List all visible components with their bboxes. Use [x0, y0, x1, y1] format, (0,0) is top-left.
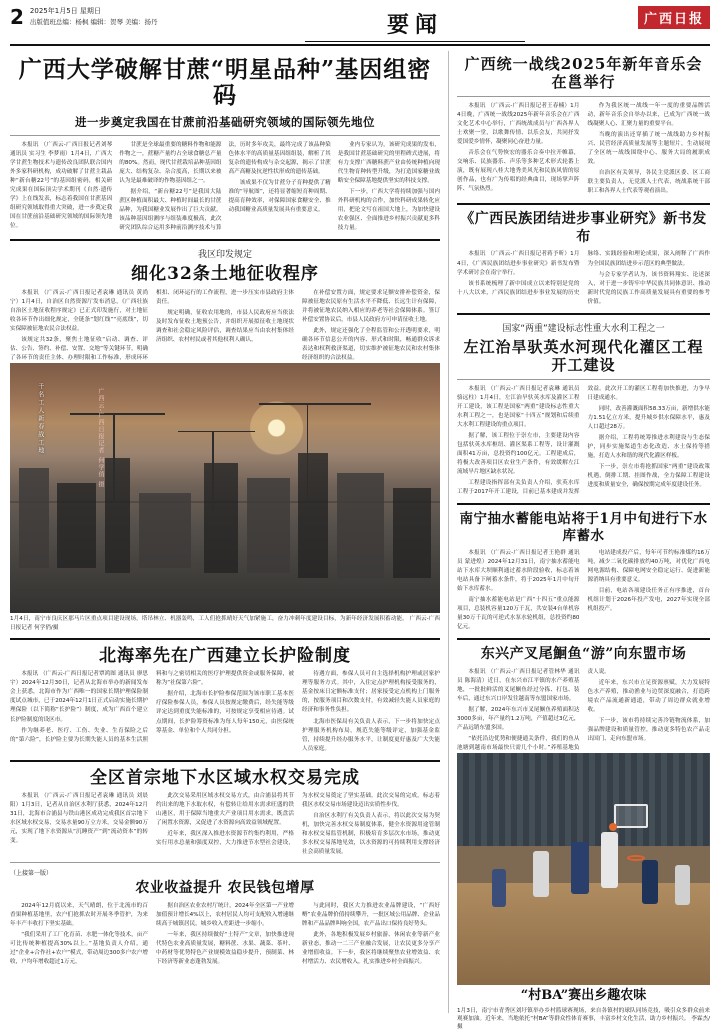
right-column	[448, 51, 710, 1031]
paragraph: 同时，改善灌溉面积58.33万亩，新增供水能力1.51亿立方米，提升城乡供水保障水平，惠及人口超过28万。	[587, 405, 710, 430]
lead-subhead: 进一步奠定我国在甘蔗前沿基础研究领域的国际领先地位	[75, 114, 375, 129]
paragraph: 该规定共32条，聚焦土地征收“启动、调查、评估、公告、签约、补偿、安置、交地”等关键环节，明确了各环节的责任主体、办理时限和工作标准，形成环环相扣、闭环运行的工作流程，进一步压实市县政府主体责任。	[10, 289, 294, 362]
paragraph: 本报讯 （广西云-广西日报记者袁琳 通讯员 黄尚宁）1月4日，自治区自然资源厅发布消息，《广西壮族自治区土地征收程序规定》已正式印发施行，对土地征收各环节作出细化规定，全链条“划红线”“亮底线”，切实保障被征地农民合法权益。	[10, 289, 148, 332]
paragraph: 据介绍，“新台糖22号”是我国大陆蔗区种植面积最大、种植时间最长的甘蔗品种，为我国糖业发展作出了巨大贡献。该品种基因组测序与组装难度极高，此次研究团队综合运用多种前沿测序技术与算法，历时多年攻关，最终完成了该品种染色体水平的高质量基因组组装，解析了其复杂的遗传构成与杂交起源，揭示了甘蔗高产高糖及抗逆性状形成的遗传基础。	[119, 141, 331, 232]
basketball-photo-caption: 1月3日，南宁市青秀区刘圩镇举办乡村篮球赛现场，来自各镇村的球队同场竞技，吸引众多群众前来观赛加油。近年来，当地依托“村BA”等群众性体育赛事，丰富乡村文化生活，助力乡村振兴。 李霖杰/摄	[457, 1007, 710, 1031]
construction-photo-caption: 1月4日，南宁市良庆区那马片区重点项目建设现场，塔吊林立、机器轰鸣，工人们抢抓晴好天气加紧施工，奋力冲刺年度建设目标，为新年经济发展积蓄动能。 广西云-广西日报记者 何学俏/摄	[10, 616, 440, 631]
paragraph: 待遇方面，参保人员可自主选择机构护理或居家护理等服务方式。其中，入住定点护理机构接受服务的，基金按床日定额标准支付；居家接受定点机构上门服务的，按服务项目和次数支付，有效减轻失能人员家庭的经济和事务性负担。	[302, 671, 440, 714]
divider	[10, 760, 440, 762]
section-underline	[305, 41, 525, 42]
masthead-meta	[30, 6, 158, 28]
paragraph: 据介绍，工程将统筹推进水利建设与生态保护，同步实施渠道生态化改造、水土保持等措施，打造人水和谐的现代化灌区样板。	[587, 434, 710, 460]
paragraph: “依托沿边优势和便捷通关条件，我们的鱼从池塘到越南市场最快只需几个小时。”养殖基地负责人说。	[457, 668, 610, 752]
book-story-headline: 《广西民族团结进步事业研究》新书发布	[460, 211, 707, 245]
paragraph: 据介绍，北海市长护险参保范围为该市职工基本医疗保险参保人员，参保人员按规定缴费后，经失能等级评定达到重度失能标准的，可按规定享受相应待遇。试点期间，长护险筹资标准为每人每年150元，由医保统筹基金、单位和个人共同分担。	[156, 691, 294, 734]
paragraph: 目前，电站各项建设任务正有序推进，首台机组计划于2026年投产发电，2027年实现全部机组投产。	[587, 588, 710, 613]
divider	[10, 239, 440, 241]
section-title: 要闻	[386, 12, 443, 38]
paragraph: 自治区水利厅有关负责人表示，将以此次交易为契机，加快完善水权交易制度体系，健全水资源用途管制和水权交易监管机制，积极培育多层次水市场，推动更多水权交易落地见效，以水资源的可持续利用支撑经济社会高质量发展。	[302, 813, 440, 856]
left-column	[10, 51, 440, 1013]
masthead-left	[10, 6, 270, 28]
lead-body	[10, 141, 440, 233]
paragraph: 下一步，该市将持续完善冷链物流体系，加强品牌建设和质量管控，推动更多特色农产品走出国门、走向东盟市场。	[587, 718, 710, 743]
paragraph: 下一步，崇左市将抢抓国家“两重”建设政策机遇，倒排工期、挂图作战，全力保障工程建设进度和质量安全，确保按期完成年度建设任务。	[587, 464, 710, 489]
paragraph: 本报讯 （广西云-广西日报记者蒋予昕）1月4日，《广西民族团结进步事业研究》新书发布暨学术研讨会在南宁举行。	[457, 251, 580, 276]
divider	[457, 638, 710, 640]
paragraph: 据了解，2024年东兴市叉尾鮰鱼养殖面积达3000多亩，年产量约1.2万吨，产值超过3亿元，产品远销东盟多国。	[457, 707, 580, 732]
land-story-headline: 细化32条土地征收程序	[131, 264, 319, 285]
divider	[10, 638, 440, 640]
paragraph: 此次交易采用区域水权交易方式，由合浦县将其节约出来的地下水取水权，有偿转让给用水需求旺盛的铁山港区，用于保障当地重大产业项目用水需求，既盘活了闲置水资源，又促进了水资源向高效益领域配置。	[156, 793, 294, 827]
paragraph: 工程建设指挥部有关负责人介绍，驮英水库工程于2017年开工建设，目前已基本建成并发挥效益。此次开工的灌区工程将加快推进，力争早日建成通水。	[457, 385, 710, 496]
paragraph: 作为继养老、医疗、工伤、失业、生育保险之后的“第六险”，长护险主要为长期失能人员的基本生活照料和与之密切相关的医疗护理提供资金或服务保障，被称为“社保第六险”。	[10, 671, 294, 743]
land-story-body	[10, 289, 440, 363]
paragraph: 规定明确，征收农用地的，市县人民政府应当依法及时发布征收土地预公告，并组织开展拟征收土地现状调查和社会稳定风险评估，调查结果应当由农村集体经济组织、农村村民或者其他权利人确认。	[156, 309, 294, 343]
paragraph: 近年来，东兴市立足资源禀赋，大力发展特色水产养殖，推动渔业与边贸深度融合，打造跨境农产品流通新通道，带动了周边群众就业增收。	[587, 680, 710, 714]
paragraph: “我们采用了工厂化育苗、水肥一体化等技术，亩产可比传统种植提高30%以上。”基地负责人介绍，通过“企业+合作社+农户”模式，带动周边300多户农户增收，户均年增收超过1万元。	[10, 932, 148, 966]
pumped-story-headline: 南宁抽水蓄能电站将于1月中旬进行下水库蓄水	[459, 511, 708, 545]
beihai-story-body	[10, 670, 440, 753]
agri-story-body	[10, 902, 440, 969]
irrigation-story-body	[457, 385, 710, 498]
paragraph: 本报讯 （广西云-广西日报记者王春楠）1月4日晚，广西统一战线2025年新年音乐会在广西文化艺术中心举行，广西统战成员与广西各界人士欢聚一堂，以歌舞传情、以乐会友，共同抒发爱国爱乡情怀，凝聚同心奋进力量。	[457, 103, 580, 146]
paragraph: 据自治区农业农村厅统计，2024年全区第一产业增加值预计增长4%以上，农村居民人均可支配收入增速继续高于城镇居民，城乡收入差距进一步缩小。	[156, 902, 294, 928]
divider	[457, 379, 710, 380]
paragraph: 北海市医保局有关负责人表示，下一步将加快定点护理服务机构布局，规范失能等级评定，加强基金监管，持续提升经办服务水平，让制度更好惠及广大失能人员家庭。	[302, 718, 440, 752]
section-header	[270, 8, 560, 42]
book-story-body	[457, 250, 710, 306]
irrigation-story-headline: 左江治旱驮英水河现代化灌区工程开工建设	[463, 337, 704, 374]
page-content	[10, 51, 710, 1031]
beihai-story-headline: 北海率先在广西建立长护险制度	[99, 645, 351, 666]
photo-overlay-credit: 广西云-广西日报记者 何学俏 摄	[97, 388, 104, 489]
paragraph: 业内专家认为，该研究成果的发布，是我国甘蔗基础研究的里程碑式进展，将有力支撑广西糖料蔗产业由传统种植向现代生物育种转型升级，为打造国家糖业战略安全保障基地提供坚实的科技支撑。	[337, 141, 440, 185]
basketball-icon	[609, 823, 617, 831]
paragraph: 与此同时，我区大力推进农业品牌建设，“广西好嘢”农业品牌价值持续攀升，一批区域公用品牌、企业品牌和产品品牌叫响全国，农产品出口保持良好势头。	[302, 902, 440, 928]
basketball-photo-title: “村BA”赛出乡趣农味	[520, 988, 647, 1004]
paragraph: 本报讯 （广西云-广西日报记者袁琳 通讯员 刘晨阳）1月3日，记者从自治区水利厅获悉，2024年12月31日，北海市合浦县与铁山港区成功完成我区首宗地下水区域水权交易，交易水量90万立方米，交易金额90万元，实现了地下水资源从“沉睡资产”到“流动资本”的转变。	[10, 793, 148, 845]
paragraph: 自治区有关领导，各民主党派区委、区工商联主要负责人，无党派人士代表，统战系统干部职工和各界人士代表等观看演出。	[587, 170, 710, 195]
paragraph: 本报讯 （广西云-广西日报记者王艳群 通讯员 蒙进煌）2024年12月31日，南宁抽水蓄能电站下水库大坝顺利通过蓄水阶段验收，标志着该电站具备下闸蓄水条件，将于2025年1月中旬开始下水库蓄水。	[457, 550, 580, 593]
publication-date: 2025年1月5日 星期日	[29, 7, 101, 15]
paragraph: 该成果不仅为甘蔗分子育种提供了精准的“导航图”，还将显著缩短育种周期、提高育种效率，对保障国家食糖安全、推动我国糖业高质量发展具有重要意义。	[228, 180, 331, 214]
photo-overlay-text: 千名工人新春战工地	[36, 383, 44, 456]
paragraph: 此外，规定还强化了全程监管和公开透明要求，明确各环节信息公开的内容、形式和时限，畅通群众诉求表达和权利救济渠道，切实维护被征地农民和农村集体经济组织的合法权益。	[302, 327, 440, 362]
concert-story-body	[457, 102, 710, 197]
paragraph: 南宁抽水蓄能电站是广西“十四五”重点能源项目，总装机容量120万千瓦，共安装4台单机容量30万千瓦的可逆式水泵水轮机组，总投资约80亿元。	[457, 597, 580, 631]
water-story-headline: 全区首宗地下水区域水权交易完成	[90, 767, 360, 788]
paragraph: 音乐会在气势恢宏的器乐合奏中拉开帷幕，交响乐、民族器乐、声乐等多种艺术形式轮番上演，既有展现八桂大地秀美风光和民族风情的原创作品，也有广为传唱的经典曲目，现场掌声阵阵、气氛热烈。	[457, 150, 580, 193]
water-story-body	[10, 792, 440, 857]
paragraph: 一年来，我区持续做好“土特产”文章，加快推进现代特色农业高质量发展，糖料蔗、水果、蔬菜、茶叶、中药材等优势特色产业规模效益稳步提升，预制菜、林下经济等新业态蓬勃发展。	[156, 932, 294, 966]
paragraph: 本报讯 （广西云-广西日报记者管林华 通讯员 陈海清）近日，在东兴市江平镇的水产养殖基地，一批批鲜活的叉尾鮰鱼经过分拣、打包、装车后，通过东兴口岸发往越南等东盟国家市场。	[457, 668, 580, 703]
fish-story-body	[457, 668, 710, 753]
editor-credits: 出版值班总编：杨枫 编辑：贺琴 美编：扬丹	[29, 18, 158, 27]
paragraph: 据了解，该工程位于崇左市，主要建设内容包括驮英水库枢纽、灌区渠系工程等，设计灌溉面积41万亩，总投资约100亿元。工程建成后，将极大改善项目区农业生产条件，有效缓解左江流域旱片地区缺水状况。	[457, 432, 580, 476]
paper-logo: 广西日报	[638, 6, 710, 29]
paragraph: 下一步，广西大学将持续加强与国内外科研机构的合作，加快科研成果转化应用，把论文写在祖国大地上，为加快建设农业强区、全面推进乡村振兴贡献更多科技力量。	[337, 189, 440, 232]
paragraph: 本报讯 （广西云-广西日报记者覃鸿图 通讯员 廖思宇）2024年12月30日，记者从北海市举办的新闻发布会上获悉，北海市作为广西唯一的国家长期护理保险制度试点城市，已于2024年12月1日正式启动实施长期护理保险（以下简称“长护险”）制度，成为广西首个建立长护险制度的设区市。	[10, 671, 148, 723]
concert-story-headline: 广西统一战线2025年新年音乐会在邕举行	[464, 55, 703, 91]
paragraph: 当晚的演出还穿插了统一战线助力乡村振兴、民营经济高质量发展等主题短片，生动展现了全区统一战线围绕中心、服务大局的履职成效。	[587, 132, 710, 166]
paragraph: 本报讯 （广西云-广西日报记者袁琳 通讯员 骆远柱）1月4日，左江治旱驮英水库及灌区工程开工建设，该工程是国家“两重”建设标志性重大水利工程之一，也是国家“十四五”规划和后续重大水利工程建设的重点项目。	[457, 385, 580, 428]
divider	[457, 96, 710, 97]
continued-label: （上接第一版）	[10, 870, 53, 878]
divider	[10, 135, 440, 136]
village-basketball-photo	[457, 753, 710, 985]
paragraph: 甘蔗是全球最重要的糖料作物和能源作物之一，蔗糖产量约占全球食糖总产量的80%。然而，现代甘蔗栽培品种基因组庞大、结构复杂、杂合度高，长期以来被认为是最难破译的作物基因组之一。	[119, 141, 222, 185]
masthead	[10, 6, 710, 46]
agri-story-headline: 农业收益提升 农民钱包增厚	[135, 880, 315, 897]
construction-site-photo	[10, 363, 440, 613]
crowd-background	[457, 753, 710, 846]
paragraph: 电站建成投产后，每年可节约标准煤约16万吨，减少二氧化碳排放约40万吨，对优化广西电网电源结构、保障电网安全稳定运行、促进新能源消纳具有重要意义。	[587, 550, 710, 584]
fish-story-headline: 东兴产叉尾鮰鱼“游”向东盟市场	[480, 646, 687, 663]
paragraph: 此外，各地积极发展乡村旅游、休闲农业等新产业新业态，推动一二三产业融合发展，让农民更多分享产业增值收益。下一步，我区将继续聚焦农业增效益、农村增活力、农民增收入，扎实推进乡村全面振兴。	[302, 932, 440, 966]
paragraph: 在补偿安置方面，规定要求足额安排补偿资金，保障被征地农民原有生活水平不降低、长远生计有保障，并将被征地农民纳入相应的养老等社会保障体系。签订补偿安置协议后，市县人民政府方可申请征收土地。	[302, 289, 440, 323]
divider	[457, 503, 710, 505]
paragraph: 该书系统梳理了新中国成立以来特别是党的十八大以来，广西民族团结进步事业发展的历史脉络、实践经验和理论成果，深入阐释了广西作为全国民族团结进步示范区的典型做法。	[457, 251, 710, 296]
paragraph: 作为我区统一战线一年一度的重要品牌活动，新年音乐会自举办以来，已成为广西统一战线凝聚人心、汇聚力量的重要平台。	[587, 103, 710, 128]
divider	[10, 862, 440, 863]
lead-headline: 广西大学破解甘蔗“明星品种”基因组密码	[18, 56, 432, 110]
land-story-kicker: 我区印发规定	[197, 250, 252, 261]
divider	[457, 203, 710, 205]
paragraph: 与会专家学者认为，该书资料翔实、论述深入，对于进一步铸牢中华民族共同体意识、推动新时代党的民族工作高质量发展具有重要的参考价值。	[587, 271, 710, 305]
irrigation-story-kicker: 国家“两重”建设标志性重大水利工程之一	[502, 323, 665, 334]
paragraph: 2024年12月底以来，天气晴朗，位于北流市的百香果种植基地里，农户们抢抓农时开展冬季管护，为来年丰产丰收打下坚实基础。	[10, 902, 148, 928]
page-number: 2	[10, 5, 24, 29]
divider	[457, 313, 710, 315]
pumped-story-body	[457, 549, 710, 632]
paragraph: 本报讯 （广西云-广西日报记者刘琴 通讯员 实习生 李梦雨）1月4日，广西大学甘蔗生物技术与遗传改良团队联合国内外多家科研机构，成功破解了甘蔗主栽品种“新台糖22号”的基因组密码，相关研究成果在国际顶尖学术期刊《自然·遗传学》上在线发表，标志着我国在甘蔗基因组研究领域取得重大突破，进一步奠定我国在甘蔗前沿基础研究领域的国际领先地位。	[10, 141, 113, 230]
paragraph: 近年来，我区深入推进水资源节约集约利用，严格实行用水总量和强度双控，大力推进节水型社会建设，为水权交易奠定了坚实基础。此次交易的完成，标志着我区水权交易市场建设迈出实质性步伐。	[156, 793, 440, 847]
masthead-right	[560, 6, 710, 29]
